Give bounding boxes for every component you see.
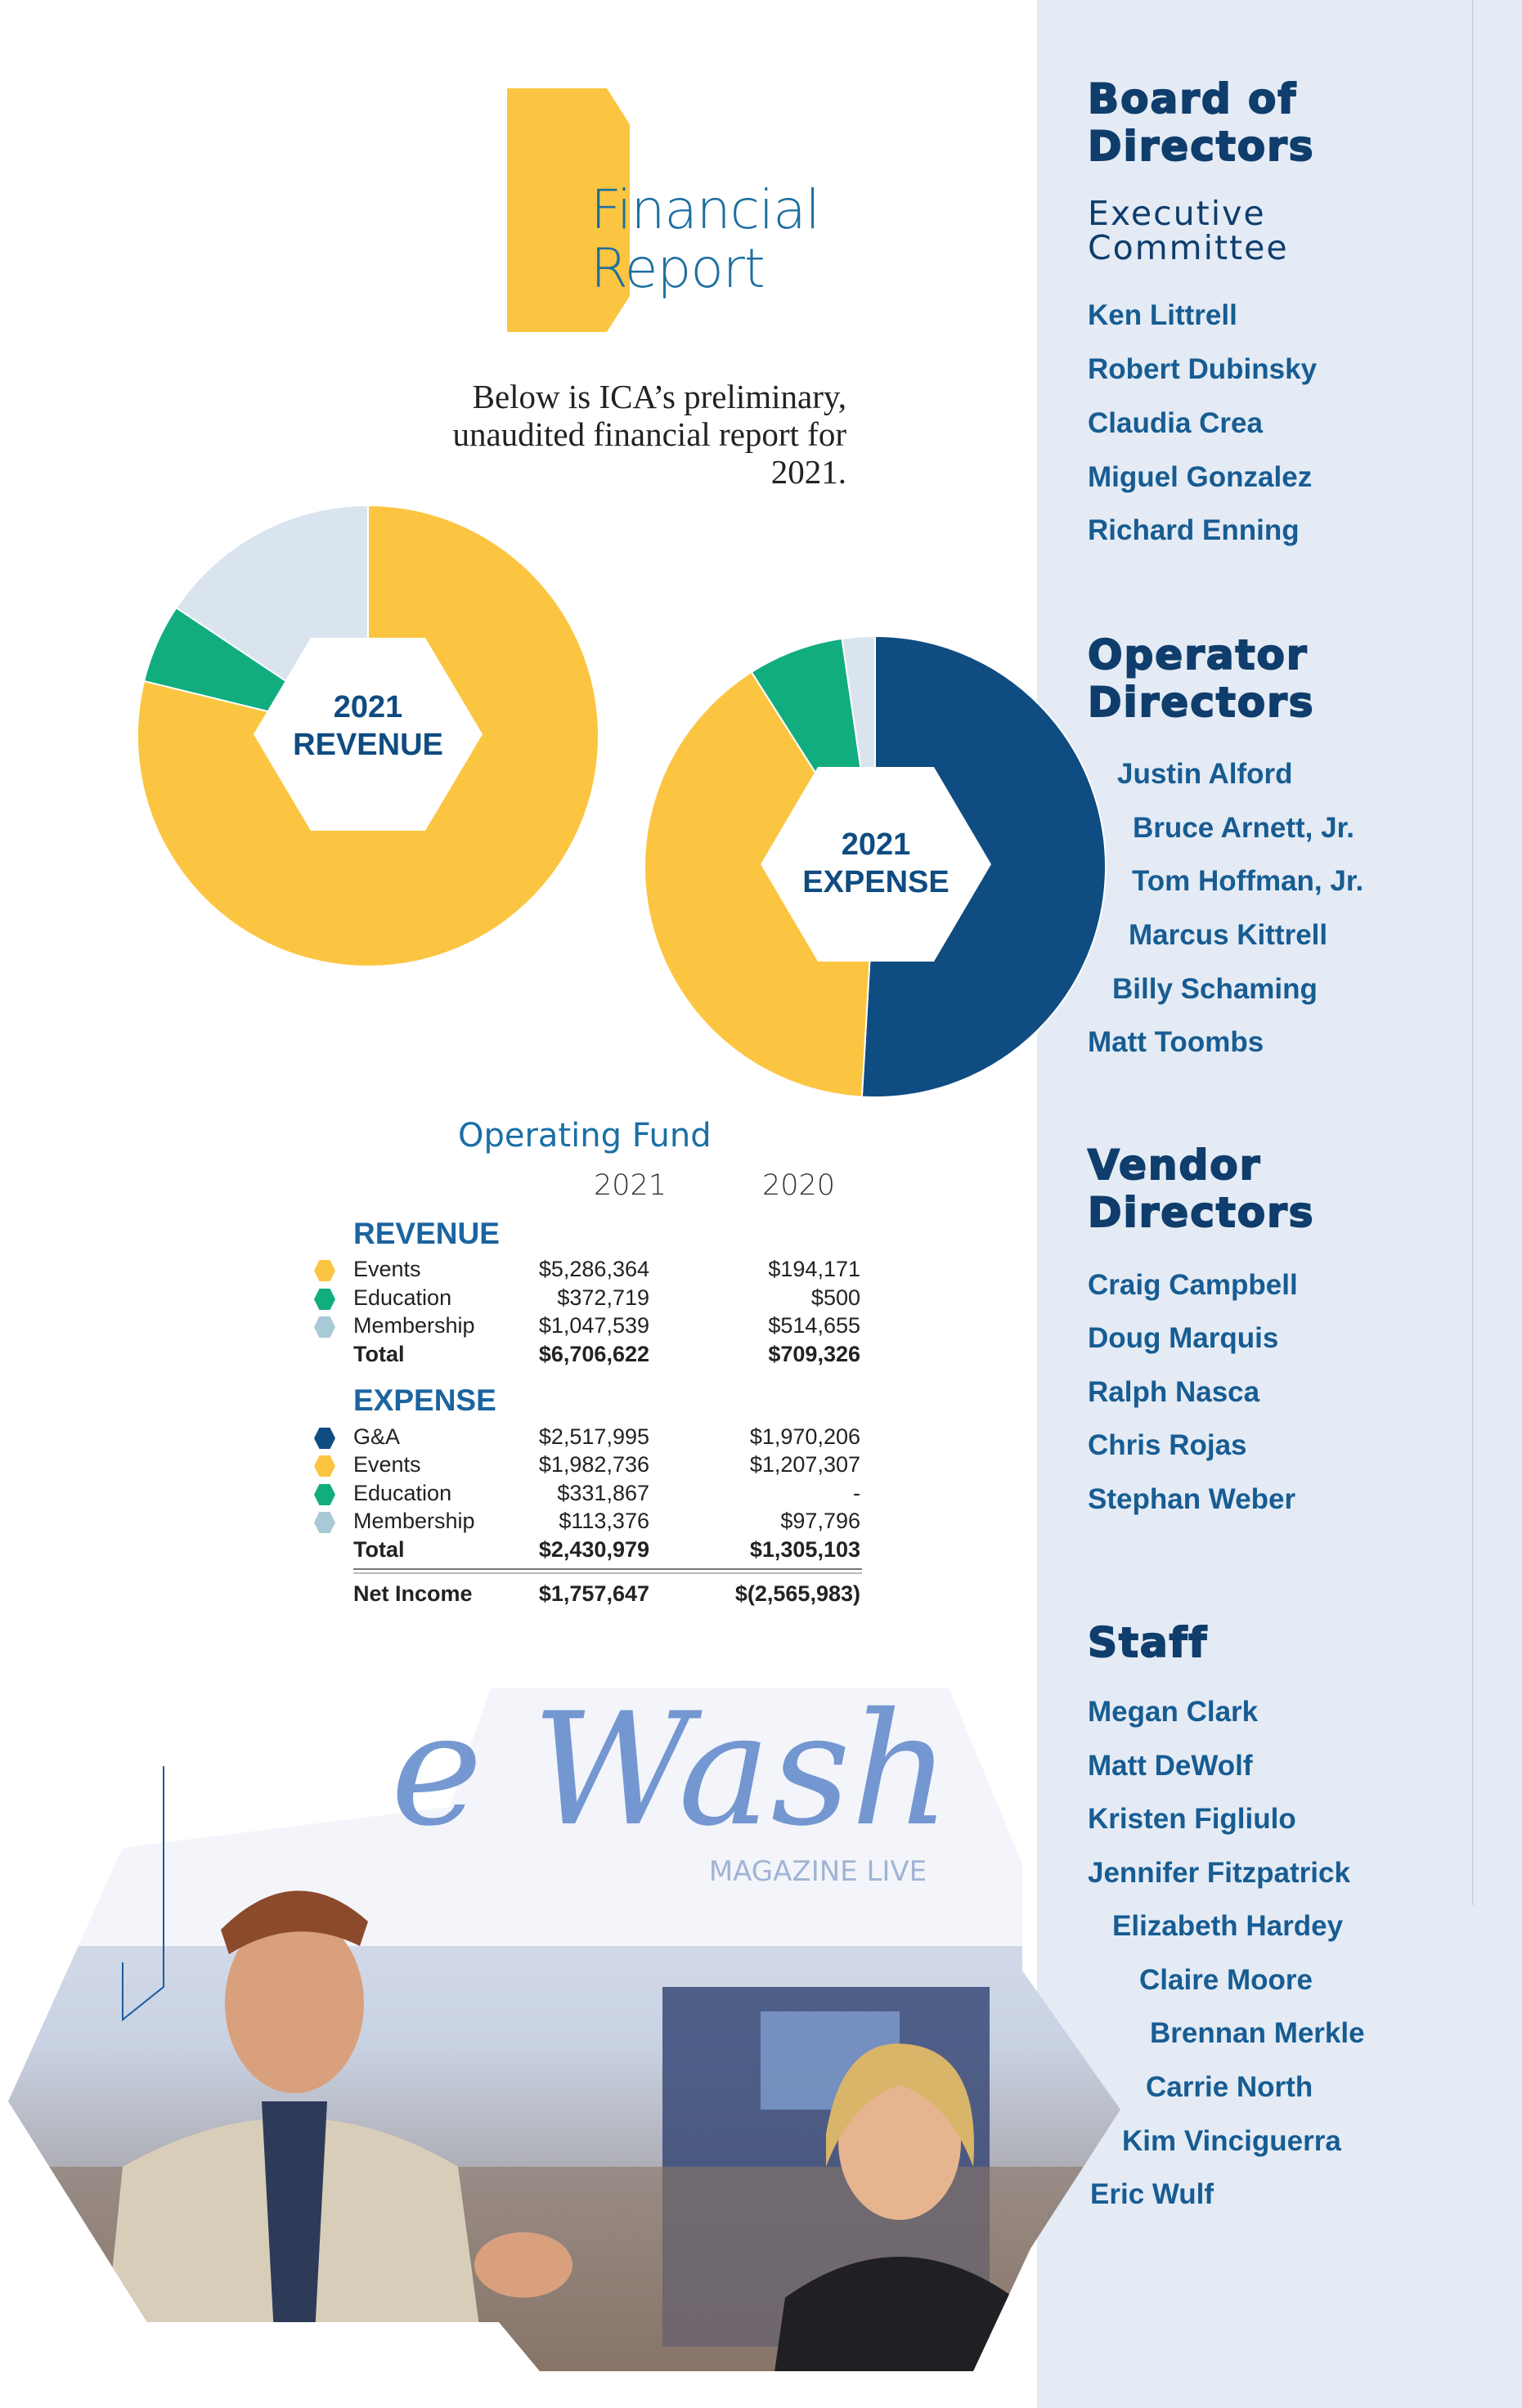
row-label: Education <box>353 1481 452 1505</box>
intro-text: Below is ICA’s preliminary, unaudited financial report for 2021. <box>452 378 846 491</box>
operator-title-line1: Operator <box>1088 631 1309 679</box>
row-value-2021: $5,286,364 <box>538 1257 649 1281</box>
row-label: Events <box>353 1257 421 1281</box>
booth-text: MAGAZINE LIVE <box>708 1855 927 1888</box>
vendor-director: Stephan Weber <box>1088 1483 1296 1515</box>
title-line1: Financial <box>590 178 820 241</box>
row-value-2020: - <box>853 1481 860 1505</box>
exec-line1: Executive <box>1088 194 1266 233</box>
legend-swatch <box>314 1484 335 1505</box>
row-value-2020: $1,305,103 <box>749 1537 860 1562</box>
board-title-line1: Board of <box>1088 75 1298 123</box>
row-value-2021: $1,047,539 <box>538 1313 649 1338</box>
row-value-2020: $194,171 <box>768 1257 860 1281</box>
expense-total-row <box>311 1537 867 1565</box>
table-row <box>311 1313 867 1341</box>
year-2020-header: 2020 <box>762 1169 836 1202</box>
row-label: Membership <box>353 1509 475 1533</box>
revenue-center-label <box>254 688 483 764</box>
row-value-2020: $709,326 <box>768 1342 860 1366</box>
total-divider-double <box>353 1572 862 1574</box>
operator-director: Matt Toombs <box>1088 1026 1264 1058</box>
row-value-2021: $1,757,647 <box>538 1581 649 1606</box>
legend-swatch <box>314 1455 335 1477</box>
staff-member: Kristen Figliulo <box>1088 1803 1296 1835</box>
vendor-director: Ralph Nasca <box>1088 1376 1260 1408</box>
staff-member: Brennan Merkle <box>1150 2017 1365 2049</box>
banner-text: e Wash <box>390 1679 951 1860</box>
row-label: Total <box>353 1537 405 1562</box>
row-value-2021: $6,706,622 <box>538 1342 649 1366</box>
legend-swatch <box>314 1260 335 1281</box>
table-row <box>311 1424 867 1452</box>
row-value-2021: $1,982,736 <box>538 1452 649 1477</box>
revenue-label-line1: 2021 <box>333 690 403 724</box>
event-photo <box>0 1676 1129 2408</box>
legend-swatch <box>314 1289 335 1310</box>
vendor-director: Craig Campbell <box>1088 1269 1298 1301</box>
staff-title <box>1088 1619 1208 1666</box>
staff-member: Matt DeWolf <box>1088 1750 1253 1782</box>
legend-swatch <box>314 1316 335 1338</box>
legend-swatch <box>314 1428 335 1449</box>
legend-swatch <box>314 1512 335 1533</box>
revenue-label-line2: REVENUE <box>293 728 443 762</box>
row-label: Total <box>353 1342 405 1366</box>
staff-member: Kim Vinciguerra <box>1122 2125 1341 2157</box>
exec-member: Richard Enning <box>1088 514 1300 546</box>
year-2021-header: 2021 <box>594 1169 667 1202</box>
row-label: Membership <box>353 1313 475 1338</box>
table-row <box>311 1257 867 1285</box>
table-row <box>311 1452 867 1480</box>
vendor-directors-title <box>1088 1141 1315 1236</box>
exec-member: Miguel Gonzalez <box>1088 461 1313 493</box>
row-label: Education <box>353 1285 452 1310</box>
operator-director: Justin Alford <box>1117 758 1293 790</box>
operator-directors-title <box>1088 631 1315 726</box>
expense-group-label: EXPENSE <box>353 1383 496 1417</box>
staff-member: Elizabeth Hardey <box>1112 1910 1344 1942</box>
row-value-2021: $2,430,979 <box>538 1537 649 1562</box>
sidebar-edge-decoration <box>1472 0 1522 2408</box>
net-income-row <box>311 1581 867 1609</box>
row-value-2021: $372,719 <box>557 1285 649 1310</box>
operator-director: Tom Hoffman, Jr. <box>1132 865 1364 897</box>
revenue-group-label: REVENUE <box>353 1217 500 1250</box>
executive-committee-heading <box>1088 196 1289 265</box>
staff-member: Claire Moore <box>1139 1964 1313 1996</box>
expense-center-label <box>761 826 991 901</box>
operating-fund-title: Operating Fund <box>458 1117 712 1155</box>
board-title-line2: Directors <box>1088 123 1315 170</box>
operator-title-line2: Directors <box>1088 679 1315 726</box>
vendor-title-line1: Vendor <box>1088 1141 1262 1189</box>
exec-member: Robert Dubinsky <box>1088 353 1318 385</box>
row-value-2020: $514,655 <box>768 1313 860 1338</box>
staff-member: Megan Clark <box>1088 1696 1259 1728</box>
staff-member: Eric Wulf <box>1090 2178 1214 2210</box>
expense-label-line1: 2021 <box>841 827 911 862</box>
row-label: G&A <box>353 1424 401 1449</box>
row-label: Events <box>353 1452 421 1477</box>
exec-member: Claudia Crea <box>1088 407 1263 439</box>
vendor-director: Chris Rojas <box>1088 1429 1247 1461</box>
exec-line2: Committee <box>1088 228 1289 267</box>
row-value-2020: $(2,565,983) <box>734 1581 860 1606</box>
operator-director: Billy Schaming <box>1112 973 1318 1005</box>
table-row <box>311 1285 867 1313</box>
total-divider <box>353 1568 862 1570</box>
staff-member: Carrie North <box>1146 2071 1313 2103</box>
row-value-2020: $1,970,206 <box>749 1424 860 1449</box>
row-value-2021: $2,517,995 <box>538 1424 649 1449</box>
vendor-director: Doug Marquis <box>1088 1322 1279 1354</box>
table-row <box>311 1481 867 1509</box>
operator-director: Bruce Arnett, Jr. <box>1133 812 1355 844</box>
exec-member: Ken Littrell <box>1088 299 1237 331</box>
row-value-2020: $500 <box>810 1285 860 1310</box>
row-value-2020: $97,796 <box>780 1509 860 1533</box>
expense-label-line2: EXPENSE <box>802 865 950 899</box>
title-line2: Report <box>590 237 765 300</box>
board-title <box>1088 75 1315 170</box>
row-value-2020: $1,207,307 <box>749 1452 860 1477</box>
row-label: Net Income <box>353 1581 473 1606</box>
operator-director: Marcus Kittrell <box>1129 919 1328 951</box>
row-value-2021: $113,376 <box>559 1509 649 1533</box>
table-row <box>311 1509 867 1536</box>
revenue-total-row <box>311 1342 867 1370</box>
row-value-2021: $331,867 <box>557 1481 649 1505</box>
staff-member: Jennifer Fitzpatrick <box>1088 1857 1350 1889</box>
staff-title-text: Staff <box>1088 1619 1209 1666</box>
vendor-title-line2: Directors <box>1088 1189 1315 1236</box>
